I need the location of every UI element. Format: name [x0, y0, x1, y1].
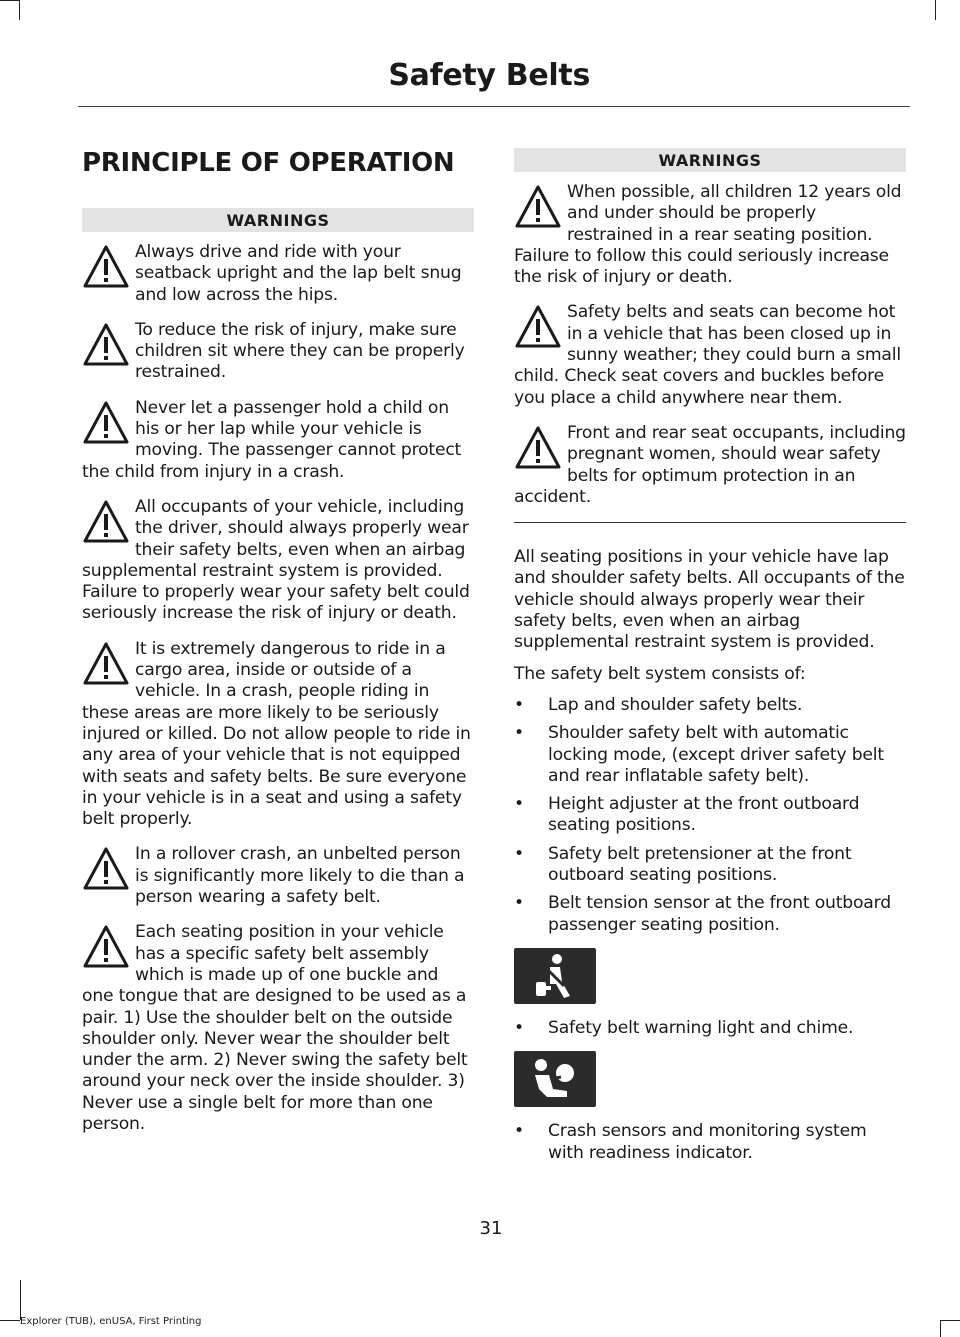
- warning-text: Never let a passenger hold a child on his or her lap while your vehicle is moving. The passenger cannot protect the child from injury in a crash.: [82, 397, 462, 482]
- warnings-header: WARNINGS: [82, 208, 474, 232]
- crop-mark: [19, 0, 20, 20]
- warning-text: All occupants of your vehicle, including the driver, should always properly wear their safety belts, even when an airbag supplemental restraint system is provided. Failure to properly wear your safety belt could seriously increase the risk of injury or death.: [82, 496, 470, 624]
- warning-item: [82, 497, 474, 625]
- warning-text: Each seating position in your vehicle has a specific safety belt assembly which is made up of one buckle and one tongue that are designed to be used as a pair. 1) Use the shoulder belt on the outside shoulder only. Never wear the shoulder belt under the arm. 2) Never swing the safety belt around your neck over the inside shoulder. 3) Never use a single belt for more than one person.: [82, 922, 468, 1134]
- airbag-indicator-list: [514, 1121, 906, 1164]
- list-item: • Safety belt warning light and chime.: [514, 1017, 854, 1038]
- warning-item: [82, 922, 474, 1135]
- bullet-icon: •: [514, 1121, 524, 1142]
- crop-mark: [935, 0, 936, 20]
- crop-mark: [940, 1320, 960, 1321]
- warning-triangle-icon: [82, 641, 130, 687]
- component-list: [514, 695, 906, 936]
- warning-triangle-icon: [82, 400, 130, 446]
- consists-of-paragraph: The safety belt system consists of:: [514, 663, 806, 684]
- warning-text: Safety belts and seats can become hot in a vehicle that has been closed up in sunny weather; they could burn a small child. Check seat covers and buckles before you place a child anywhere near them.: [514, 302, 901, 408]
- warning-text: To reduce the risk of injury, make sure children sit where they can be properly restrained.: [135, 319, 465, 383]
- warning-item: [82, 320, 474, 384]
- warning-triangle-icon: [514, 184, 562, 230]
- warning-text: In a rollover crash, an unbelted person is significantly more likely to die than a person wearing a safety belt.: [135, 844, 465, 908]
- warnings-header: WARNINGS: [514, 148, 906, 172]
- crop-mark: [940, 1320, 941, 1337]
- list-item: • Lap and shoulder safety belts.: [514, 694, 803, 715]
- page-header-title: Safety Belts: [388, 58, 590, 93]
- list-item: • Safety belt pretensioner at the front outboard seating positions.: [514, 843, 852, 886]
- warning-item: [514, 423, 906, 508]
- warning-item: [82, 844, 474, 908]
- list-item: • Shoulder safety belt with automatic locking mode, (except driver safety belt and rear inflatable safety belt).: [514, 723, 884, 786]
- airbag-readiness-icon: [514, 1051, 596, 1107]
- safety-belt-warning-icon: [514, 948, 596, 1004]
- warning-triangle-icon: [514, 425, 562, 471]
- warning-text: It is extremely dangerous to ride in a cargo area, inside or outside of a vehicle. In a crash, people riding in these areas are more likely to be seriously injured or killed. Do not allow people to ride in any area of your vehicle that is not equipped with seats and safety belts. Be sure everyone in your vehicle is in a seat and using a safety belt properly.: [82, 638, 471, 830]
- section-title: PRINCIPLE OF OPERATION: [82, 148, 455, 178]
- warning-text: Always drive and ride with your seatback upright and the lap belt snug and low across the hips.: [135, 242, 462, 305]
- footer-text: Explorer (TUB), enUSA, First Printing: [20, 1316, 202, 1327]
- intro-paragraph: All seating positions in your vehicle have lap and shoulder safety belts. All occupants of the vehicle should always properly wear their safety belts, even when an airbag supplemental restraint system is provided.: [514, 547, 905, 653]
- crop-mark: [0, 0, 20, 1]
- list-item: • Height adjuster at the front outboard seating positions.: [514, 794, 860, 836]
- warning-item: [82, 639, 474, 831]
- warning-item: [82, 398, 474, 483]
- crop-mark: [0, 1320, 20, 1321]
- warning-triangle-icon: [514, 304, 562, 350]
- right-column: [514, 148, 906, 1171]
- section-rule: [514, 522, 906, 523]
- bullet-icon: •: [514, 893, 524, 914]
- left-column: [82, 140, 474, 1149]
- list-item: • Belt tension sensor at the front outboard passenger seating position.: [514, 893, 891, 935]
- bullet-icon: •: [514, 1017, 524, 1038]
- warning-text: When possible, all children 12 years old and under should be properly restrained in a rear seating position. Failure to follow this could seriously increase the risk of injury or death.: [514, 182, 902, 288]
- warning-triangle-icon: [82, 924, 130, 970]
- bullet-icon: •: [514, 843, 524, 864]
- warning-item: [82, 242, 474, 306]
- bullet-icon: •: [514, 794, 524, 815]
- warning-triangle-icon: [82, 244, 130, 290]
- bullet-icon: •: [514, 723, 524, 744]
- belt-indicator-list: [514, 1018, 906, 1039]
- header-rule: [78, 106, 910, 107]
- warning-item: [514, 182, 906, 288]
- crop-mark: [20, 1280, 21, 1320]
- warning-triangle-icon: [82, 499, 130, 545]
- bullet-icon: •: [514, 694, 524, 715]
- warning-triangle-icon: [82, 322, 130, 368]
- warning-triangle-icon: [82, 846, 130, 892]
- list-item: • Crash sensors and monitoring system with readiness indicator.: [514, 1121, 867, 1163]
- page-number: 31: [479, 1218, 503, 1239]
- warning-item: [514, 302, 906, 408]
- warning-text: Front and rear seat occupants, including pregnant women, should wear safety belts for optimum protection in an accident.: [514, 422, 906, 507]
